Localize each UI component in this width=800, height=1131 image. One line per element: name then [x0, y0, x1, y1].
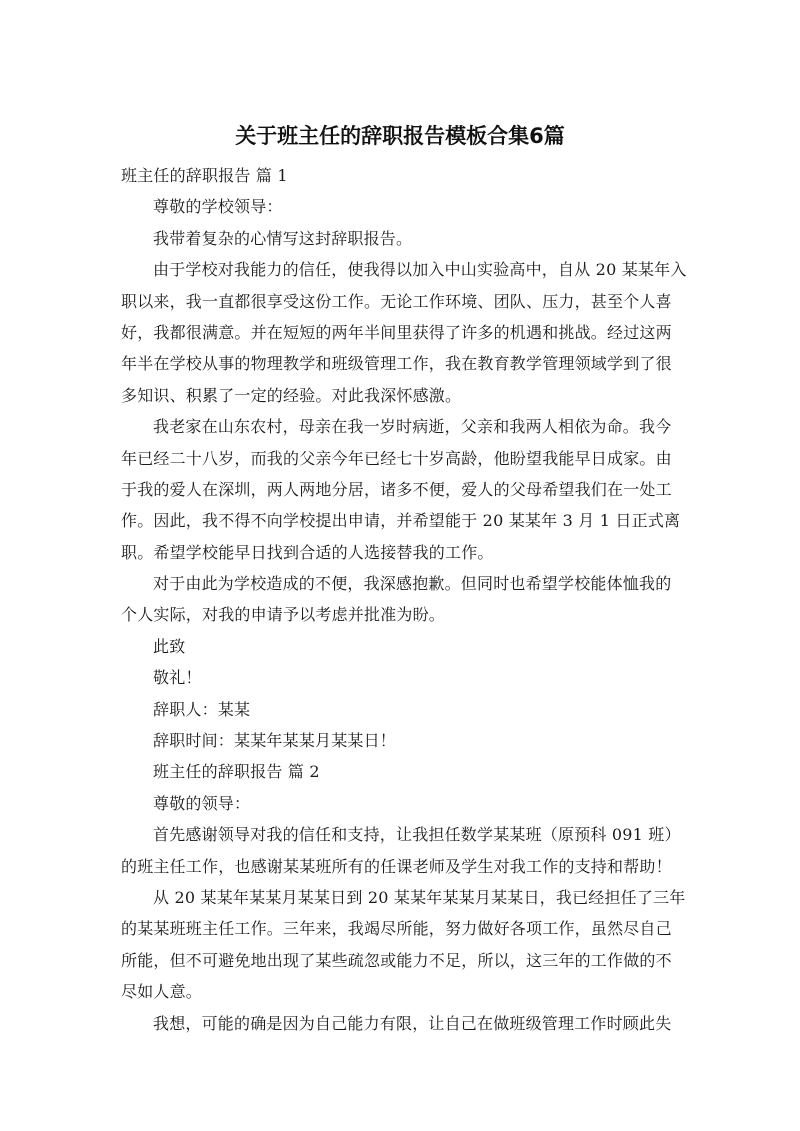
text-line: 的班主任工作，也感谢某某班所有的任课老师及学生对我工作的支持和帮助！	[121, 856, 672, 876]
text-line: 所能，但不可避免地出现了某些疏忽或能力不足，所以，这三年的工作做的不	[121, 950, 672, 970]
text-line: 我带着复杂的心情写这封辞职报告。	[153, 228, 413, 248]
text-line: 个人实际，对我的申请予以考虑并批准为盼。	[121, 605, 446, 625]
text-line: 首先感谢领导对我的信任和支持，让我担任数学某某班（原预科 091 班）	[153, 825, 681, 845]
text-line: 我老家在山东农村，母亲在我一岁时病逝，父亲和我两人相依为命。我今	[153, 417, 672, 437]
text-line: 由于学校对我能力的信任，使我得以加入中山实验高中，自从 20 某某年入	[153, 260, 687, 280]
text-line: 的某某班班主任工作。三年来，我竭尽所能，努力做好各项工作，虽然尽自己	[121, 919, 672, 939]
text-line: 从 20 某某年某某月某某日到 20 某某年某某月某某日，我已经担任了三年	[153, 887, 686, 907]
text-line: 对于由此为学校造成的不便，我深感抱歉。但同时也希望学校能体恤我的	[153, 574, 672, 594]
text-line: 年已经二十八岁，而我的父亲今年已经七十岁高龄，他盼望我能早日成家。由	[121, 448, 672, 468]
text-line: 班主任的辞职报告 篇 1	[121, 166, 288, 185]
text-line: 尊敬的学校领导：	[153, 197, 283, 217]
text-line: 作。因此，我不得不向学校提出申请，并希望能于 20 某某年 3 月 1 日正式离	[121, 511, 681, 531]
text-line: 职。希望学校能早日找到合适的人选接替我的工作。	[121, 542, 494, 562]
text-line: 好，我都很满意。并在短短的两年半间里获得了许多的机遇和挑战。经过这两	[121, 322, 672, 342]
text-line: 尊敬的领导：	[153, 793, 251, 813]
text-line: 此致	[153, 636, 186, 656]
text-line: 辞职时间：某某年某某月某某日！	[153, 731, 397, 751]
text-line: 我想，可能的确是因为自己能力有限，让自己在做班级管理工作时顾此失	[153, 1013, 672, 1033]
text-line: 尽如人意。	[121, 982, 203, 1002]
text-line: 班主任的辞职报告 篇 2	[153, 762, 320, 782]
text-line: 于我的爱人在深圳，两人两地分居，诸多不便，爱人的父母希望我们在一处工	[121, 479, 672, 499]
text-line: 多知识、积累了一定的经验。对此我深怀感激。	[121, 385, 462, 405]
document-body	[121, 160, 687, 1039]
text-line: 辞职人：某某	[153, 699, 251, 719]
text-line: 敬礼！	[153, 668, 202, 688]
text-line: 职以来，我一直都很享受这份工作。无论工作环境、团队、压力，甚至个人喜	[121, 291, 672, 311]
document-title: 关于班主任的辞职报告模板合集6篇	[235, 124, 565, 148]
text-line: 年半在学校从事的物理教学和班级管理工作，我在教育教学管理领域学到了很	[121, 354, 672, 374]
